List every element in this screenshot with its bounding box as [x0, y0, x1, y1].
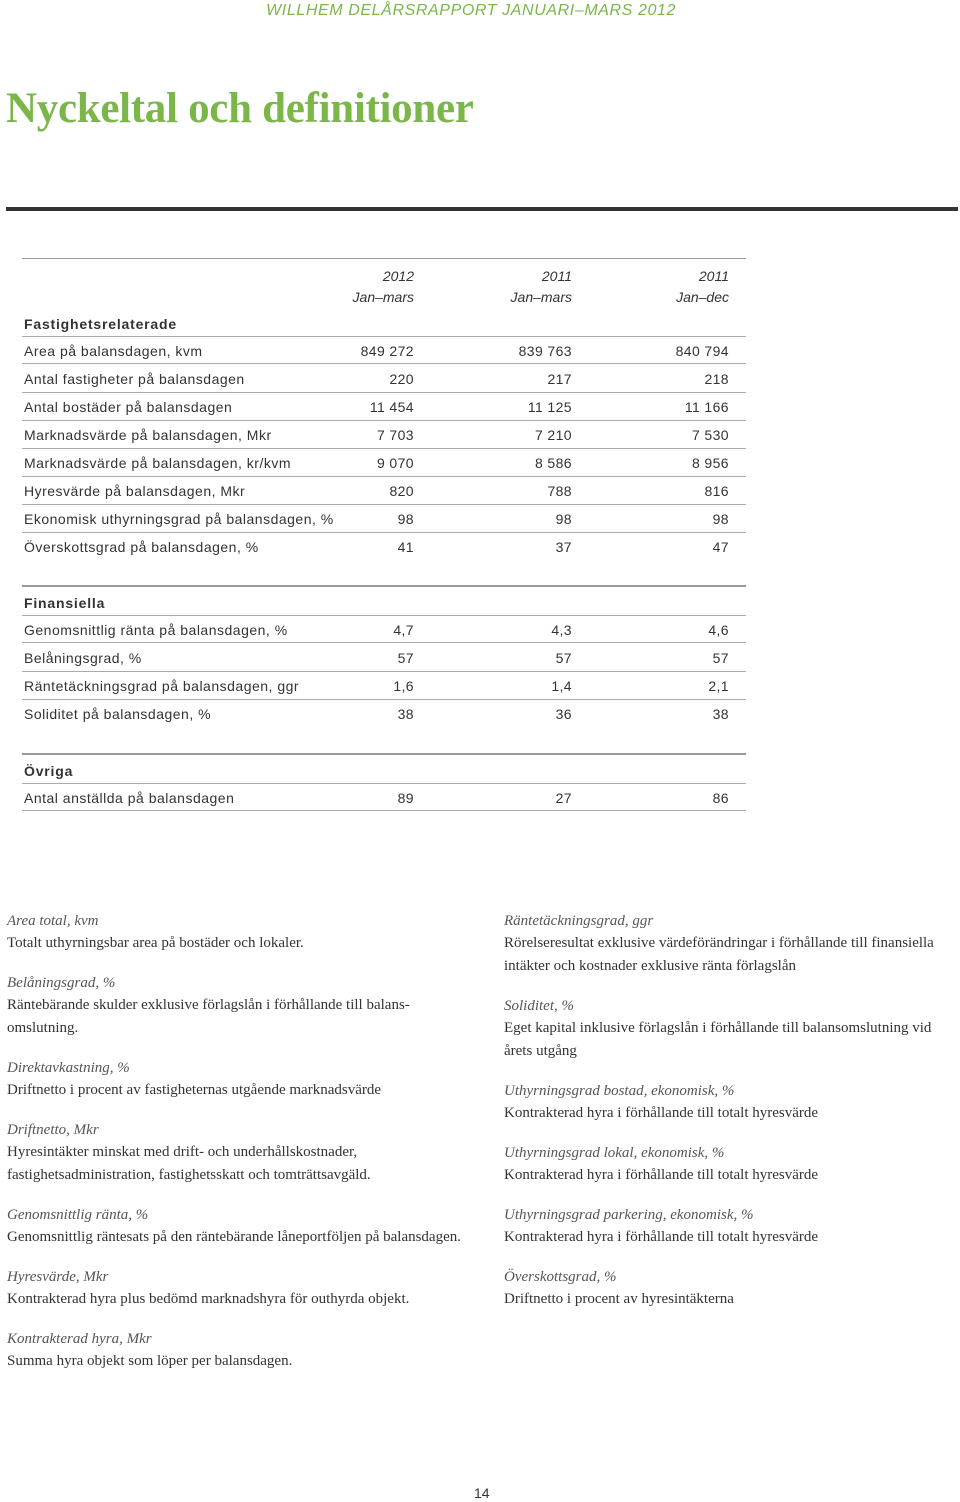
- definition-term: Uthyrningsgrad lokal, ekonomisk, %: [504, 1145, 725, 1161]
- column-period: Jan–mars: [510, 289, 572, 305]
- row-label: Antal bostäder på balansdagen: [24, 399, 233, 415]
- definition-text: Kontrakterad hyra i förhållande till totalt hyresvärde: [504, 1167, 819, 1183]
- row-value-2011-q1: 11 125: [527, 399, 572, 415]
- table-row: [22, 783, 746, 811]
- table-row: [22, 365, 746, 393]
- definition-item: [7, 1204, 477, 1249]
- table-row: [22, 449, 746, 477]
- row-value-2011-q1: 36: [555, 706, 572, 722]
- table-row: [22, 615, 746, 643]
- row-value-2011-full: 8 956: [691, 455, 729, 471]
- row-value-2011-q1: 1,4: [551, 678, 572, 694]
- row-value-2011-full: 47: [712, 539, 729, 555]
- row-value-2012: 1,6: [393, 678, 414, 694]
- row-value-2012: 9 070: [376, 455, 414, 471]
- table-top-rule: [22, 258, 746, 259]
- row-value-2011-q1: 98: [555, 511, 572, 527]
- definition-item: [504, 1080, 960, 1125]
- section-divider: [22, 585, 746, 587]
- definition-text: Driftnetto i procent av fastigheternas utgående marknadsvärde: [7, 1082, 382, 1098]
- row-label: Marknadsvärde på balansdagen, kr/kvm: [24, 455, 292, 471]
- definitions-left-column: [7, 910, 477, 1390]
- definition-term: Soliditet, %: [504, 998, 574, 1014]
- row-value-2011-full: 816: [704, 483, 729, 499]
- row-value-2011-full: 11 166: [684, 399, 729, 415]
- definition-term: Kontrakterad hyra, Mkr: [7, 1331, 152, 1347]
- running-header: WILLHEM DELÅRSRAPPORT JANUARI–MARS 2012: [266, 2, 676, 19]
- definition-text: Kontrakterad hyra plus bedömd marknadshyra för outhyrda objekt.: [7, 1291, 410, 1307]
- row-value-2011-full: 98: [712, 511, 729, 527]
- definition-text: Eget kapital inklusive förlagslån i förhållande till balansomslutning vid årets utgång: [504, 1020, 932, 1059]
- row-value-2011-q1: 839 763: [518, 343, 572, 359]
- row-value-2011-q1: 57: [555, 650, 572, 666]
- row-value-2011-full: 2,1: [708, 678, 729, 694]
- definition-term: Driftnetto, Mkr: [7, 1122, 99, 1138]
- definition-text: Genomsnittlig räntesats på den räntebärande låneportföljen på balansdagen.: [7, 1229, 461, 1245]
- column-header-1: [294, 266, 414, 308]
- title-rule: [6, 207, 958, 211]
- row-value-2012: 89: [397, 790, 414, 806]
- definition-item: [504, 910, 960, 978]
- column-period: Jan–dec: [676, 289, 729, 305]
- definition-item: [504, 995, 960, 1063]
- definition-item: [7, 1057, 477, 1102]
- column-year: 2011: [698, 268, 729, 284]
- row-value-2011-full: 218: [704, 371, 729, 387]
- row-value-2012: 220: [389, 371, 414, 387]
- row-value-2011-q1: 788: [547, 483, 572, 499]
- definition-term: Räntetäckningsgrad, ggr: [504, 913, 654, 929]
- table-row: [22, 336, 746, 364]
- row-value-2011-full: 840 794: [675, 343, 729, 359]
- definition-item: [7, 1328, 477, 1373]
- row-value-2012: 820: [389, 483, 414, 499]
- row-value-2011-full: 86: [712, 790, 729, 806]
- row-value-2011-q1: 37: [555, 539, 572, 555]
- definition-item: [504, 1204, 960, 1249]
- definition-text: Kontrakterad hyra i förhållande till totalt hyresvärde: [504, 1105, 819, 1121]
- column-year: 2012: [382, 268, 414, 284]
- row-value-2012: 41: [397, 539, 414, 555]
- definition-term: Genomsnittlig ränta, %: [7, 1207, 149, 1223]
- definition-item: [504, 1266, 960, 1311]
- row-value-2012: 4,7: [393, 622, 414, 638]
- row-value-2011-q1: 4,3: [551, 622, 572, 638]
- row-label: Ekonomisk uthyrningsgrad på balansdagen, %: [24, 511, 334, 527]
- row-value-2011-q1: 8 586: [534, 455, 572, 471]
- column-period: Jan–mars: [352, 289, 414, 305]
- table-row: [22, 533, 746, 561]
- section-label-finansiella: Finansiella: [24, 595, 106, 611]
- definition-item: [7, 910, 477, 955]
- row-value-2011-q1: 7 210: [534, 427, 572, 443]
- row-label: Area på balansdagen, kvm: [24, 343, 203, 359]
- definition-item: [7, 972, 477, 1040]
- table-row: [22, 477, 746, 505]
- definitions-right-column: [504, 910, 960, 1328]
- definition-term: Överskottsgrad, %: [504, 1269, 617, 1285]
- column-year: 2011: [541, 268, 572, 284]
- table-row: [22, 672, 746, 700]
- row-label: Räntetäckningsgrad på balansdagen, ggr: [24, 678, 300, 694]
- row-label: Belåningsgrad, %: [24, 650, 142, 666]
- row-value-2011-q1: 217: [547, 371, 572, 387]
- row-value-2012: 849 272: [360, 343, 414, 359]
- definition-text: Totalt uthyrningsbar area på bostäder och lokaler.: [7, 935, 304, 951]
- section-divider: [22, 753, 746, 755]
- definition-term: Uthyrningsgrad parkering, ekonomisk, %: [504, 1207, 754, 1223]
- table-row: [22, 421, 746, 449]
- table-row: [22, 505, 746, 533]
- definition-item: [504, 1142, 960, 1187]
- table-row: [22, 393, 746, 421]
- definition-term: Belåningsgrad, %: [7, 975, 116, 991]
- row-value-2012: 7 703: [376, 427, 414, 443]
- definition-text: Räntebärande skulder exklusive förlagslån i förhållande till balans-omslutning.: [7, 997, 410, 1036]
- definition-item: [7, 1119, 477, 1187]
- definition-text: Rörelseresultat exklusive värdeförändringar i förhållande till finansiella intäkter och kostnader exklusive ränta förlagslån: [504, 935, 934, 974]
- row-value-2012: 98: [397, 511, 414, 527]
- definition-term: Uthyrningsgrad bostad, ekonomisk, %: [504, 1083, 735, 1099]
- row-label: Överskottsgrad på balansdagen, %: [24, 539, 259, 555]
- section-label-ovriga: Övriga: [24, 763, 74, 779]
- row-value-2011-full: 38: [712, 706, 729, 722]
- table-row: [22, 700, 746, 728]
- definition-term: Direktavkastning, %: [7, 1060, 130, 1076]
- definition-item: [7, 1266, 477, 1311]
- definition-text: Kontrakterad hyra i förhållande till totalt hyresvärde: [504, 1229, 819, 1245]
- definition-text: Hyresintäkter minskat med drift- och underhållskostnader, fastighetsadministration, fastighetsskatt och tomträttsavgäld.: [7, 1144, 371, 1183]
- row-label: Antal anställda på balansdagen: [24, 790, 235, 806]
- row-value-2011-q1: 27: [555, 790, 572, 806]
- row-label: Antal fastigheter på balansdagen: [24, 371, 245, 387]
- column-header-2: [452, 266, 572, 308]
- section-label-fastighetsrelaterade: Fastighetsrelaterade: [24, 316, 177, 332]
- column-header-3: [609, 266, 729, 308]
- definition-term: Area total, kvm: [7, 913, 99, 929]
- page-title: Nyckeltal och definitioner: [6, 85, 474, 132]
- definition-term: Hyresvärde, Mkr: [7, 1269, 109, 1285]
- row-label: Genomsnittlig ränta på balansdagen, %: [24, 622, 288, 638]
- row-value-2012: 38: [397, 706, 414, 722]
- row-label: Hyresvärde på balansdagen, Mkr: [24, 483, 246, 499]
- row-label: Marknadsvärde på balansdagen, Mkr: [24, 427, 272, 443]
- row-value-2012: 11 454: [369, 399, 414, 415]
- table-row: [22, 644, 746, 672]
- row-label: Soliditet på balansdagen, %: [24, 706, 212, 722]
- row-value-2011-full: 7 530: [691, 427, 729, 443]
- definition-text: Driftnetto i procent av hyresintäkterna: [504, 1291, 734, 1307]
- row-value-2012: 57: [397, 650, 414, 666]
- row-value-2011-full: 4,6: [708, 622, 729, 638]
- row-value-2011-full: 57: [712, 650, 729, 666]
- page-number: 14: [474, 1485, 490, 1501]
- definition-text: Summa hyra objekt som löper per balansdagen.: [7, 1353, 293, 1369]
